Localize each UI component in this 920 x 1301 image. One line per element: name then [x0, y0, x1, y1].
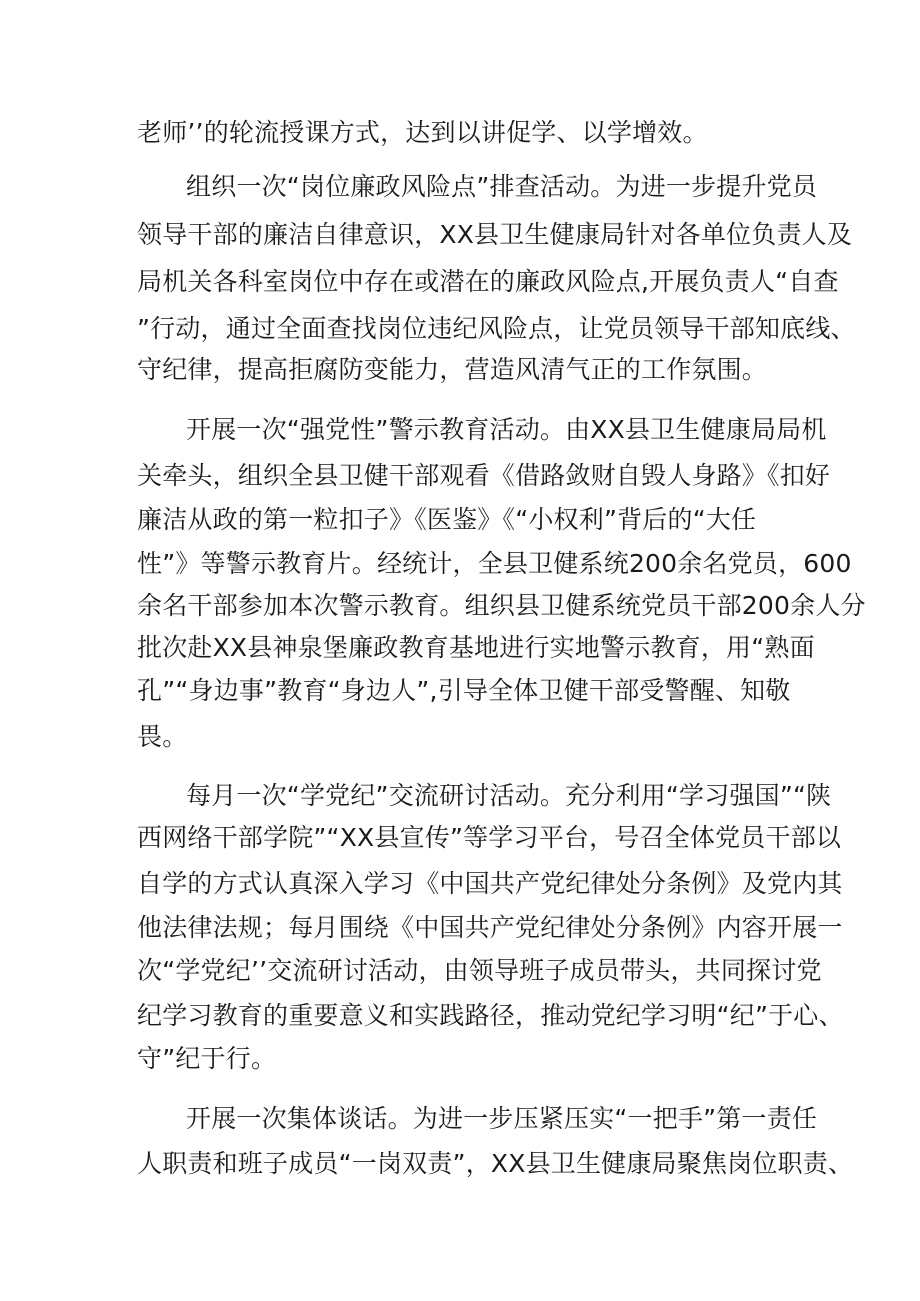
text-line: 自学的方式认真深入学习《中国共产党纪律处分条例》及党内其	[137, 869, 843, 898]
text-line: 人职责和班子成员“一岗双责”，XX县卫生健康局聚焦岗位职责、	[137, 1149, 854, 1178]
text-line: 老师’’的轮流授课方式，达到以讲促学、以学增效。	[137, 118, 708, 147]
text-line: 廉洁从政的第一粒扣子》《医鉴》《“小权利”背后的“大任	[137, 505, 757, 534]
text-line: 局机关各科室岗位中存在或潜在的廉政风险点,开展负责人“自查	[137, 267, 839, 296]
text-line: 畏。	[137, 722, 188, 751]
text-line: 孔”“身边事”教育“身边人”,引导全体卫健干部受警醒、知敬	[137, 676, 791, 705]
text-line: 西网络干部学院”“XX县宣传”等学习平台，号召全体党员干部以	[137, 823, 842, 852]
text-line: 性”》等警示教育片。经统计，全县卫健系统200余名党员，600	[137, 549, 852, 578]
text-line: 领导干部的廉洁自律意识，XX县卫生健康局针对各单位负责人及	[137, 220, 853, 249]
text-line: 批次赴XX县神泉堡廉政教育基地进行实地警示教育，用“熟面	[137, 633, 815, 662]
text-line: 每月一次“学党纪”交流研讨活动。充分利用“学习强国”“陕	[186, 781, 832, 810]
text-line: 关牵头，组织全县卫健干部观看《借路敛财自毁人身路》《扣好	[137, 461, 831, 490]
text-line: 组织一次“岗位廉政风险点”排查活动。为进一步提升党员	[186, 172, 818, 201]
text-line: 纪学习教育的重要意义和实践路径，推动党纪学习明“纪”于心、	[137, 1001, 844, 1030]
text-line: 余名干部参加本次警示教育。组织县卫健系统党员干部200余人分	[137, 591, 866, 620]
text-line: 开展一次“强党性”警示教育活动。由XX县卫生健康局局机	[186, 415, 827, 444]
text-line: 守”纪于行。	[137, 1044, 277, 1073]
text-line: 守纪律，提高拒腐防变能力，营造风清气正的工作氛围。	[137, 355, 768, 384]
text-line: 次“学党纪’’交流研讨活动，由领导班子成员带头，共同探讨党	[137, 956, 822, 985]
text-line: ”行动，通过全面查找岗位违纪风险点，让党员领导干部知底线、	[137, 314, 856, 343]
text-line: 他法律法规；每月围绕《中国共产党纪律处分条例》内容开展一	[137, 913, 843, 942]
text-line: 开展一次集体谈话。为进一步压紧压实“一把手”第一责任	[186, 1104, 818, 1133]
